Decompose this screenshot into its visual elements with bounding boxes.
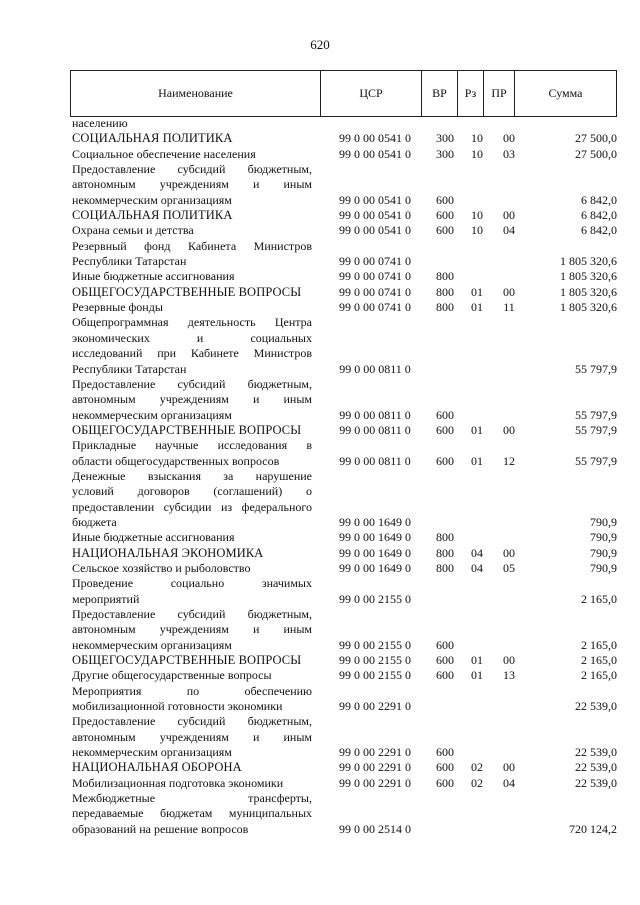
cell-csr: 99 0 00 0741 0 bbox=[339, 284, 411, 299]
cell-sum bbox=[524, 116, 617, 131]
cell-sum: 22 539,0 bbox=[575, 745, 617, 760]
cell-pr: 12 bbox=[503, 453, 515, 468]
cell-name-line: населению bbox=[72, 116, 128, 130]
table-body bbox=[72, 116, 617, 837]
cell-name bbox=[72, 469, 320, 530]
cell-pr: 00 bbox=[503, 653, 515, 668]
cell-csr: 99 0 00 0541 0 bbox=[339, 208, 411, 223]
cell-name-line: Социальное обеспечение населения bbox=[72, 146, 256, 161]
cell-rz bbox=[460, 362, 494, 377]
cell-vr: 800 bbox=[436, 560, 454, 575]
cell-sum: 1 805 320,6 bbox=[560, 300, 617, 315]
cell-csr: 99 0 00 0541 0 bbox=[339, 131, 411, 146]
cell-vr: 800 bbox=[436, 530, 454, 545]
cell-name-line: Прикладные научные исследования в bbox=[72, 438, 312, 453]
cell-pr: 11 bbox=[503, 300, 515, 315]
cell-sum: 790,9 bbox=[590, 530, 617, 545]
cell-vr: 600 bbox=[436, 407, 454, 422]
cell-name-line: Предоставление субсидий бюджетным, bbox=[72, 162, 312, 177]
cell-vr: 600 bbox=[436, 208, 454, 223]
table-row bbox=[72, 285, 617, 300]
cell-name-line: Мобилизационная подготовка экономики bbox=[72, 775, 284, 790]
cell-pr bbox=[494, 269, 524, 284]
cell-sum: 720 124,2 bbox=[569, 821, 617, 836]
table-row bbox=[72, 776, 617, 791]
header-vr: ВР bbox=[422, 71, 458, 116]
cell-sum: 6 842,0 bbox=[581, 223, 617, 238]
cell-csr: 99 0 00 2155 0 bbox=[339, 653, 411, 668]
cell-vr bbox=[430, 699, 460, 714]
cell-name bbox=[72, 607, 320, 653]
cell-name bbox=[72, 300, 320, 315]
cell-pr: 00 bbox=[503, 131, 515, 146]
cell-pr bbox=[494, 638, 524, 653]
cell-rz: 02 bbox=[471, 775, 483, 790]
cell-sum: 22 539,0 bbox=[575, 760, 617, 775]
cell-name bbox=[72, 760, 320, 775]
cell-rz: 01 bbox=[471, 284, 483, 299]
cell-pr: 03 bbox=[503, 146, 515, 161]
cell-name bbox=[72, 653, 320, 668]
cell-name-line: Республики Татарстан bbox=[72, 361, 187, 376]
cell-rz: 01 bbox=[471, 653, 483, 668]
cell-vr bbox=[430, 822, 460, 837]
cell-name-line: мобилизационной готовности экономики bbox=[72, 699, 283, 714]
cell-name-line: Денежные взыскания за нарушение bbox=[72, 468, 312, 483]
cell-name-line: бюджета bbox=[72, 514, 117, 529]
cell-name bbox=[72, 162, 320, 208]
table-row bbox=[72, 315, 617, 376]
cell-name-line: исследований при Кабинете Министров bbox=[72, 346, 312, 361]
cell-rz: 04 bbox=[471, 560, 483, 575]
cell-rz bbox=[460, 822, 494, 837]
cell-rz: 01 bbox=[471, 453, 483, 468]
header-rz: Рз bbox=[458, 71, 484, 116]
cell-rz: 10 bbox=[471, 208, 483, 223]
cell-csr: 99 0 00 0741 0 bbox=[339, 269, 411, 284]
cell-name bbox=[72, 116, 320, 131]
cell-csr: 99 0 00 0541 0 bbox=[339, 146, 411, 161]
cell-csr: 99 0 00 0811 0 bbox=[339, 422, 411, 437]
cell-pr bbox=[494, 699, 524, 714]
cell-sum: 790,9 bbox=[590, 514, 617, 529]
cell-sum: 2 165,0 bbox=[581, 637, 617, 652]
cell-name-line: Проведение социально значимых bbox=[72, 576, 312, 591]
cell-rz bbox=[460, 269, 494, 284]
cell-name-line: Другие общегосударственные вопросы bbox=[72, 668, 272, 683]
cell-vr bbox=[430, 592, 460, 607]
cell-vr: 300 bbox=[436, 146, 454, 161]
table-row bbox=[72, 147, 617, 162]
table-row bbox=[72, 300, 617, 315]
cell-name bbox=[72, 438, 320, 469]
cell-name bbox=[72, 776, 320, 791]
cell-name-line: автономным учреждениям и иным bbox=[72, 177, 312, 192]
cell-name bbox=[72, 668, 320, 683]
cell-sum: 1 805 320,6 bbox=[560, 254, 617, 269]
cell-vr: 600 bbox=[436, 653, 454, 668]
cell-name bbox=[72, 315, 320, 376]
cell-rz bbox=[460, 592, 494, 607]
table-row bbox=[72, 208, 617, 223]
cell-name-line: предоставлении субсидии из федерального bbox=[72, 499, 312, 514]
table-row bbox=[72, 607, 617, 653]
cell-name bbox=[72, 131, 320, 146]
cell-pr: 00 bbox=[503, 545, 515, 560]
cell-sum: 55 797,9 bbox=[575, 422, 617, 437]
cell-csr: 99 0 00 2155 0 bbox=[339, 668, 411, 683]
cell-csr: 99 0 00 1649 0 bbox=[339, 560, 411, 575]
table-row bbox=[72, 760, 617, 775]
cell-name-line: Предоставление субсидий бюджетным, bbox=[72, 376, 312, 391]
cell-rz: 10 bbox=[471, 131, 483, 146]
cell-name-line: передаваемые бюджетам муниципальных bbox=[72, 806, 312, 821]
table-row bbox=[72, 116, 617, 131]
cell-csr: 99 0 00 0811 0 bbox=[339, 361, 411, 376]
cell-name-line: Мероприятия по обеспечению bbox=[72, 683, 312, 698]
header-name: Наименование bbox=[71, 71, 321, 116]
cell-name bbox=[72, 223, 320, 238]
cell-csr: 99 0 00 2291 0 bbox=[339, 760, 411, 775]
cell-name-line: Резервный фонд Кабинета Министров bbox=[72, 238, 312, 253]
cell-csr: 99 0 00 1649 0 bbox=[339, 514, 411, 529]
cell-sum: 55 797,9 bbox=[575, 453, 617, 468]
cell-pr bbox=[494, 193, 524, 208]
cell-name bbox=[72, 714, 320, 760]
cell-rz bbox=[460, 638, 494, 653]
cell-name bbox=[72, 377, 320, 423]
cell-name-line: области общегосударственных вопросов bbox=[72, 453, 280, 468]
cell-name-line: НАЦИОНАЛЬНАЯ ЭКОНОМИКА bbox=[72, 545, 264, 560]
table-row bbox=[72, 668, 617, 683]
page-number: 620 bbox=[310, 37, 330, 52]
cell-sum: 2 165,0 bbox=[581, 653, 617, 668]
cell-pr bbox=[494, 254, 524, 269]
cell-name bbox=[72, 239, 320, 270]
cell-pr bbox=[494, 362, 524, 377]
cell-name bbox=[72, 285, 320, 300]
cell-csr: 99 0 00 1649 0 bbox=[339, 530, 411, 545]
table-row bbox=[72, 223, 617, 238]
header-sum: Сумма bbox=[548, 86, 583, 100]
cell-pr bbox=[494, 408, 524, 423]
cell-vr: 800 bbox=[436, 284, 454, 299]
cell-pr bbox=[494, 116, 524, 131]
table-row bbox=[72, 561, 617, 576]
cell-name bbox=[72, 576, 320, 607]
cell-vr: 600 bbox=[436, 760, 454, 775]
cell-name bbox=[72, 561, 320, 576]
cell-name bbox=[72, 546, 320, 561]
cell-sum: 2 165,0 bbox=[581, 668, 617, 683]
cell-csr: 99 0 00 0541 0 bbox=[339, 192, 411, 207]
cell-rz bbox=[460, 699, 494, 714]
table-row bbox=[72, 469, 617, 530]
table-row bbox=[72, 684, 617, 715]
cell-rz bbox=[460, 530, 494, 545]
table-header bbox=[70, 70, 617, 117]
table-row bbox=[72, 653, 617, 668]
cell-vr: 800 bbox=[436, 545, 454, 560]
cell-vr: 600 bbox=[436, 637, 454, 652]
cell-csr: 99 0 00 0541 0 bbox=[339, 223, 411, 238]
cell-pr bbox=[494, 822, 524, 837]
cell-vr: 600 bbox=[436, 775, 454, 790]
table-row bbox=[72, 576, 617, 607]
cell-csr: 99 0 00 2155 0 bbox=[339, 637, 411, 652]
table-row bbox=[72, 423, 617, 438]
cell-name-line: Резервные фонды bbox=[72, 300, 163, 315]
cell-sum: 1 805 320,6 bbox=[560, 284, 617, 299]
table-row bbox=[72, 239, 617, 270]
cell-name bbox=[72, 208, 320, 223]
cell-rz bbox=[460, 254, 494, 269]
cell-name-line: Иные бюджетные ассигнования bbox=[72, 530, 235, 545]
cell-name-line: некоммерческим организациям bbox=[72, 745, 232, 760]
table-row bbox=[72, 546, 617, 561]
cell-vr: 600 bbox=[436, 422, 454, 437]
cell-name-line: некоммерческим организациям bbox=[72, 637, 232, 652]
cell-vr: 600 bbox=[436, 668, 454, 683]
cell-csr: 99 0 00 2291 0 bbox=[339, 699, 411, 714]
cell-csr: 99 0 00 2514 0 bbox=[339, 821, 411, 836]
header-pr: ПР bbox=[484, 71, 515, 116]
cell-name bbox=[72, 423, 320, 438]
cell-name-line: автономным учреждениям и иным bbox=[72, 729, 312, 744]
cell-sum: 6 842,0 bbox=[581, 192, 617, 207]
cell-name bbox=[72, 791, 320, 837]
cell-rz bbox=[460, 745, 494, 760]
cell-pr bbox=[494, 530, 524, 545]
cell-rz: 10 bbox=[471, 146, 483, 161]
cell-name-line: образований на решение вопросов bbox=[72, 821, 249, 836]
cell-rz: 10 bbox=[471, 223, 483, 238]
cell-vr: 800 bbox=[436, 269, 454, 284]
cell-sum: 2 165,0 bbox=[581, 591, 617, 606]
table-row bbox=[72, 162, 617, 208]
cell-csr: 99 0 00 0741 0 bbox=[339, 300, 411, 315]
cell-pr: 00 bbox=[503, 422, 515, 437]
cell-sum: 22 539,0 bbox=[575, 699, 617, 714]
cell-sum: 6 842,0 bbox=[581, 208, 617, 223]
cell-name-line: СОЦИАЛЬНАЯ ПОЛИТИКА bbox=[72, 208, 233, 223]
cell-name-line: мероприятий bbox=[72, 591, 140, 606]
cell-name-line: Иные бюджетные ассигнования bbox=[72, 269, 235, 284]
cell-name-line: некоммерческим организациям bbox=[72, 192, 232, 207]
cell-name-line: ОБЩЕГОСУДАРСТВЕННЫЕ ВОПРОСЫ bbox=[72, 653, 302, 668]
header-csr: ЦСР bbox=[321, 71, 422, 116]
cell-csr: 99 0 00 2291 0 bbox=[339, 745, 411, 760]
cell-vr bbox=[430, 254, 460, 269]
table-row bbox=[72, 714, 617, 760]
cell-pr: 13 bbox=[503, 668, 515, 683]
cell-name-line: ОБЩЕГОСУДАРСТВЕННЫЕ ВОПРОСЫ bbox=[72, 422, 302, 437]
cell-name-line: Межбюджетные трансферты, bbox=[72, 791, 312, 806]
cell-vr: 300 bbox=[436, 131, 454, 146]
cell-vr bbox=[430, 116, 460, 131]
cell-sum: 790,9 bbox=[590, 560, 617, 575]
cell-rz: 04 bbox=[471, 545, 483, 560]
cell-pr bbox=[494, 592, 524, 607]
cell-name bbox=[72, 269, 320, 284]
cell-pr: 04 bbox=[503, 223, 515, 238]
cell-name-line: автономным учреждениям и иным bbox=[72, 392, 312, 407]
cell-name-line: автономным учреждениям и иным bbox=[72, 622, 312, 637]
cell-vr: 600 bbox=[436, 223, 454, 238]
table-row bbox=[72, 131, 617, 146]
cell-name-line: ОБЩЕГОСУДАРСТВЕННЫЕ ВОПРОСЫ bbox=[72, 284, 302, 299]
cell-rz bbox=[460, 408, 494, 423]
cell-sum: 22 539,0 bbox=[575, 775, 617, 790]
cell-csr: 99 0 00 0741 0 bbox=[339, 254, 411, 269]
cell-name-line: условий договоров (соглашений) о bbox=[72, 484, 312, 499]
cell-vr: 600 bbox=[436, 192, 454, 207]
cell-csr: 99 0 00 2291 0 bbox=[339, 775, 411, 790]
cell-vr: 800 bbox=[436, 300, 454, 315]
cell-rz: 01 bbox=[471, 422, 483, 437]
cell-rz bbox=[460, 116, 494, 131]
cell-pr: 00 bbox=[503, 284, 515, 299]
cell-pr bbox=[494, 515, 524, 530]
cell-name-line: экономических и социальных bbox=[72, 330, 312, 345]
cell-sum: 790,9 bbox=[590, 545, 617, 560]
cell-name-line: некоммерческим организациям bbox=[72, 407, 232, 422]
cell-csr: 99 0 00 1649 0 bbox=[339, 545, 411, 560]
cell-rz: 01 bbox=[471, 300, 483, 315]
cell-vr bbox=[430, 515, 460, 530]
cell-name bbox=[72, 147, 320, 162]
cell-csr: 99 0 00 0811 0 bbox=[339, 407, 411, 422]
cell-pr bbox=[494, 745, 524, 760]
table-row bbox=[72, 438, 617, 469]
table-row bbox=[72, 377, 617, 423]
cell-csr: 99 0 00 0811 0 bbox=[339, 453, 411, 468]
cell-sum: 1 805 320,6 bbox=[560, 269, 617, 284]
cell-name-line: Республики Татарстан bbox=[72, 254, 187, 269]
cell-name-line: Предоставление субсидий бюджетным, bbox=[72, 607, 312, 621]
table-row bbox=[72, 269, 617, 284]
cell-rz: 01 bbox=[471, 668, 483, 683]
cell-pr: 00 bbox=[503, 208, 515, 223]
cell-name-line: Охрана семьи и детства bbox=[72, 223, 194, 238]
cell-name-line: Сельское хозяйство и рыболовство bbox=[72, 560, 251, 575]
cell-name bbox=[72, 530, 320, 545]
cell-name bbox=[72, 684, 320, 715]
table-row bbox=[72, 530, 617, 545]
cell-vr: 600 bbox=[436, 745, 454, 760]
cell-vr bbox=[430, 362, 460, 377]
cell-csr bbox=[320, 116, 430, 131]
cell-name-line: НАЦИОНАЛЬНАЯ ОБОРОНА bbox=[72, 760, 242, 775]
cell-rz bbox=[460, 515, 494, 530]
cell-pr: 04 bbox=[503, 775, 515, 790]
cell-sum: 27 500,0 bbox=[575, 131, 617, 146]
cell-rz: 02 bbox=[471, 760, 483, 775]
table-row bbox=[72, 791, 617, 837]
cell-sum: 55 797,9 bbox=[575, 407, 617, 422]
cell-name-line: СОЦИАЛЬНАЯ ПОЛИТИКА bbox=[72, 131, 233, 146]
cell-pr: 00 bbox=[503, 760, 515, 775]
cell-csr: 99 0 00 2155 0 bbox=[339, 591, 411, 606]
cell-name-line: Предоставление субсидий бюджетным, bbox=[72, 714, 312, 729]
cell-sum: 55 797,9 bbox=[575, 361, 617, 376]
cell-pr: 05 bbox=[503, 560, 515, 575]
cell-rz bbox=[460, 193, 494, 208]
cell-name-line: Общепрограммная деятельность Центра bbox=[72, 315, 312, 330]
cell-sum: 27 500,0 bbox=[575, 146, 617, 161]
cell-vr: 600 bbox=[436, 453, 454, 468]
